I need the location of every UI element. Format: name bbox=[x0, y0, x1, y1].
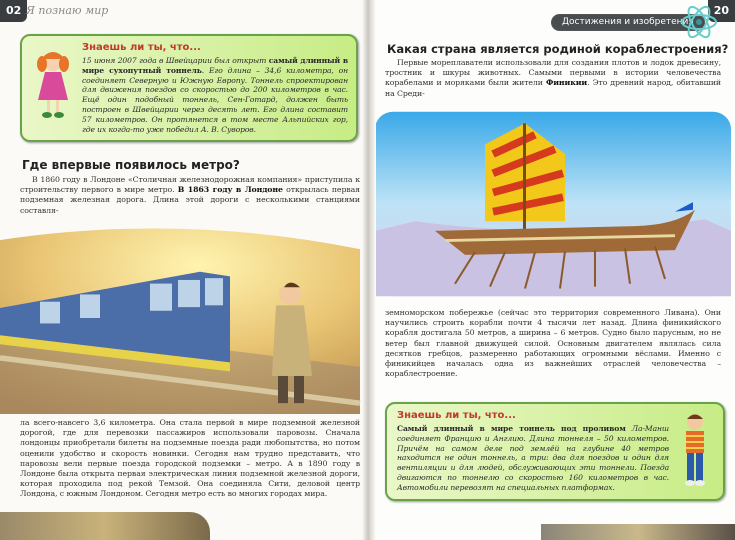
left-page bbox=[0, 0, 367, 540]
paragraph: В 1860 году в Лондоне «Столичная железнодорожная компания» приступила к строительству первого в мире метро. В 1863 году в Лондоне открылась первая подземная железная дорога. Длина этой дороги с несколькими станциями составля- bbox=[20, 175, 360, 215]
vintage-car-photo bbox=[541, 524, 735, 540]
metro-train-illustration bbox=[0, 222, 367, 414]
atom-icon bbox=[679, 2, 719, 42]
antique-photo bbox=[0, 512, 210, 540]
fact-box bbox=[20, 34, 358, 142]
fact-box-text: Самый длинный в мире тоннель под проливом Ла-Манш соединяет Францию и Англию. Длина тоннеля – 50 километров. Причём на самом деле под землёй на глубине 40 метров находится не один тоннель, а три: два для поездов и один для вентиляции и для людей, обслуживающих эти тоннели. Поезда двигаются по тоннелю со скоростью 160 километров в час. Автомобили перевозят на специальных платформах. bbox=[397, 424, 669, 492]
running-head: Я познаю мир bbox=[26, 4, 109, 17]
paragraph: ла всего-навсего 3,6 километра. Она стала первой в мире подземной железной дорогой, где для перевозки пассажиров использовали паровозы. Сначала лондонцы приобретали билеты на подземные поезда ради любопытства, но потом оценили удобство и скорость новинки. Сегодня нам трудно представить, что паровозы вели первые поезда городской подземки – метро. А в 1890 году в Лондоне была открыта первая электрическая линия подземной железной дороги, которая проходила под рекой Темзой. Она соединяла Сити, деловой центр Лондона, с южным Лондоном. Сегодня метро есть во многих городах мира. bbox=[20, 418, 360, 499]
section-heading: Какая страна является родиной кораблестроения? bbox=[387, 42, 729, 56]
section-banner: Достижения и изобретения bbox=[551, 14, 705, 31]
fact-box-title: Знаешь ли ты, что... bbox=[82, 42, 201, 53]
fact-box bbox=[385, 402, 725, 501]
girl-illustration bbox=[30, 48, 76, 120]
page-number: 20 bbox=[708, 0, 735, 22]
page-number: 02 bbox=[0, 0, 27, 22]
book-gutter bbox=[362, 0, 376, 540]
paragraph: земноморском побережье (сейчас это территория современного Ливана). Они научились строить корабли почти 4 тысячи лет назад. Длина финикийского корабля достигала 50 метров, а ширина – 6 метров. Судно было парусным, но не ветер был главной движущей силой. Основным двигателем являлась сила десятков гребцов, размеренно работающих огромными вёслами. Именно с финикийцев началась одна из важнейших отраслей человечества – кораблестроение. bbox=[385, 308, 721, 379]
paragraph: Первые мореплаватели использовали для создания плотов и лодок древесину, тростник и шкуры животных. Самыми первыми в истории человечества корабелами и моряками были жители Финикии. Это древний народ, обитавший на Среди- bbox=[385, 58, 722, 98]
ship-illustration bbox=[375, 106, 731, 302]
fact-box-text: 15 июня 2007 года в Швейцарии был открыт самый длинный в мире сухопутный тоннель. Его длина – 34,6 километра, он соединяет Северную и Южную Европу. Тоннель спроектирован для движения поездов со скоростью до 200 километров в час. Ещё один подобный тоннель, Сен-Готард, должен быть построен в Швейцарии через десять лет. Его длина составит 57 километров. Он протянется в том месте Альпийских гор, где их когда-то уже победил А. В. Суворов. bbox=[82, 56, 349, 134]
section-heading: Где впервые появилось метро? bbox=[22, 158, 240, 172]
boy-illustration bbox=[675, 410, 715, 488]
right-page bbox=[369, 0, 735, 540]
fact-box-title: Знаешь ли ты, что... bbox=[397, 410, 516, 421]
